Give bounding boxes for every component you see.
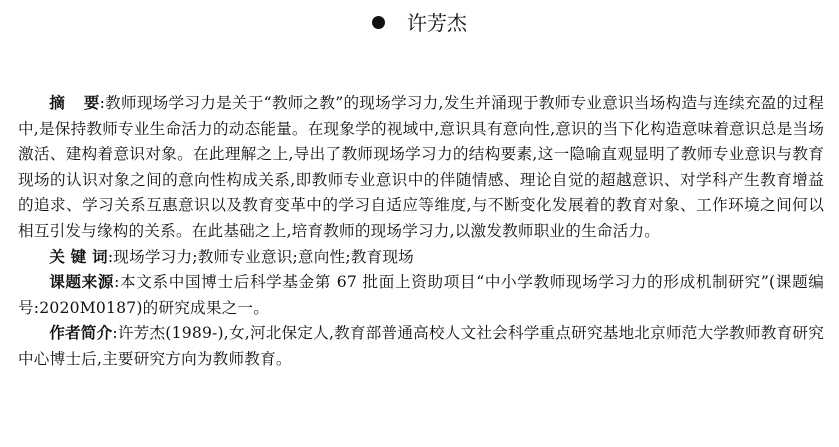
abstract-text: 教师现场学习力是关于“教师之教”的现场学习力,发生并涌现于教师专业意识当场构造与连续充盈的过程中,是保持教师专业生命活力的动态能量。在现象学的视域中,意识具有意向性,意识的当下化构造意味着意识总是当场激活、建构着意识对象。在此理解之上,导出了教师现场学习力的结构要素,这一隐喻直观显明了教师专业意识与教育现场的认识对象之间的意向性构成关系,即教师专业意识中的伴随情感、理论自觉的超越意识、对学科产生教育增益的追求、学习关系互惠意识以及教育变革中的学习自适应等维度,与不断变化发展着的教育对象、工作环境之间何以相互引发与缘构的关系。在此基础之上,培育教师的现场学习力,以激发教师职业的生命活力。 bbox=[18, 94, 825, 240]
author-heading bbox=[0, 10, 839, 36]
keywords-text: 现场学习力;教师专业意识;意向性;教育现场 bbox=[113, 247, 414, 266]
keywords-label: 关 键 词 bbox=[49, 247, 108, 266]
author-bio-label: 作者简介 bbox=[49, 324, 113, 343]
abstract-paragraph bbox=[18, 91, 824, 245]
funding-separator: : bbox=[114, 273, 120, 292]
author-name: 许芳杰 bbox=[407, 11, 467, 35]
funding-text: 本文系中国博士后科学基金第 67 批面上资助项目“中小学教师现场学习力的形成机制研究”(课题编号:2020M0187)的研究成果之一。 bbox=[18, 273, 824, 317]
abstract-label: 摘 要 bbox=[49, 94, 100, 112]
keywords-paragraph bbox=[18, 245, 824, 271]
author-bio-paragraph bbox=[18, 321, 824, 372]
author-bio-separator: : bbox=[112, 324, 118, 343]
funding-paragraph bbox=[18, 270, 824, 321]
article-front-matter bbox=[18, 91, 824, 373]
author-bio-text: 许芳杰(1989-),女,河北保定人,教育部普通高校人文社会科学重点研究基地北京师范大学教师教育研究中心博士后,主要研究方向为教师教育。 bbox=[18, 324, 824, 368]
funding-label: 课题来源 bbox=[49, 273, 115, 292]
bullet-icon bbox=[372, 16, 385, 29]
abstract-separator: : bbox=[99, 94, 106, 112]
keywords-separator: : bbox=[107, 247, 114, 266]
